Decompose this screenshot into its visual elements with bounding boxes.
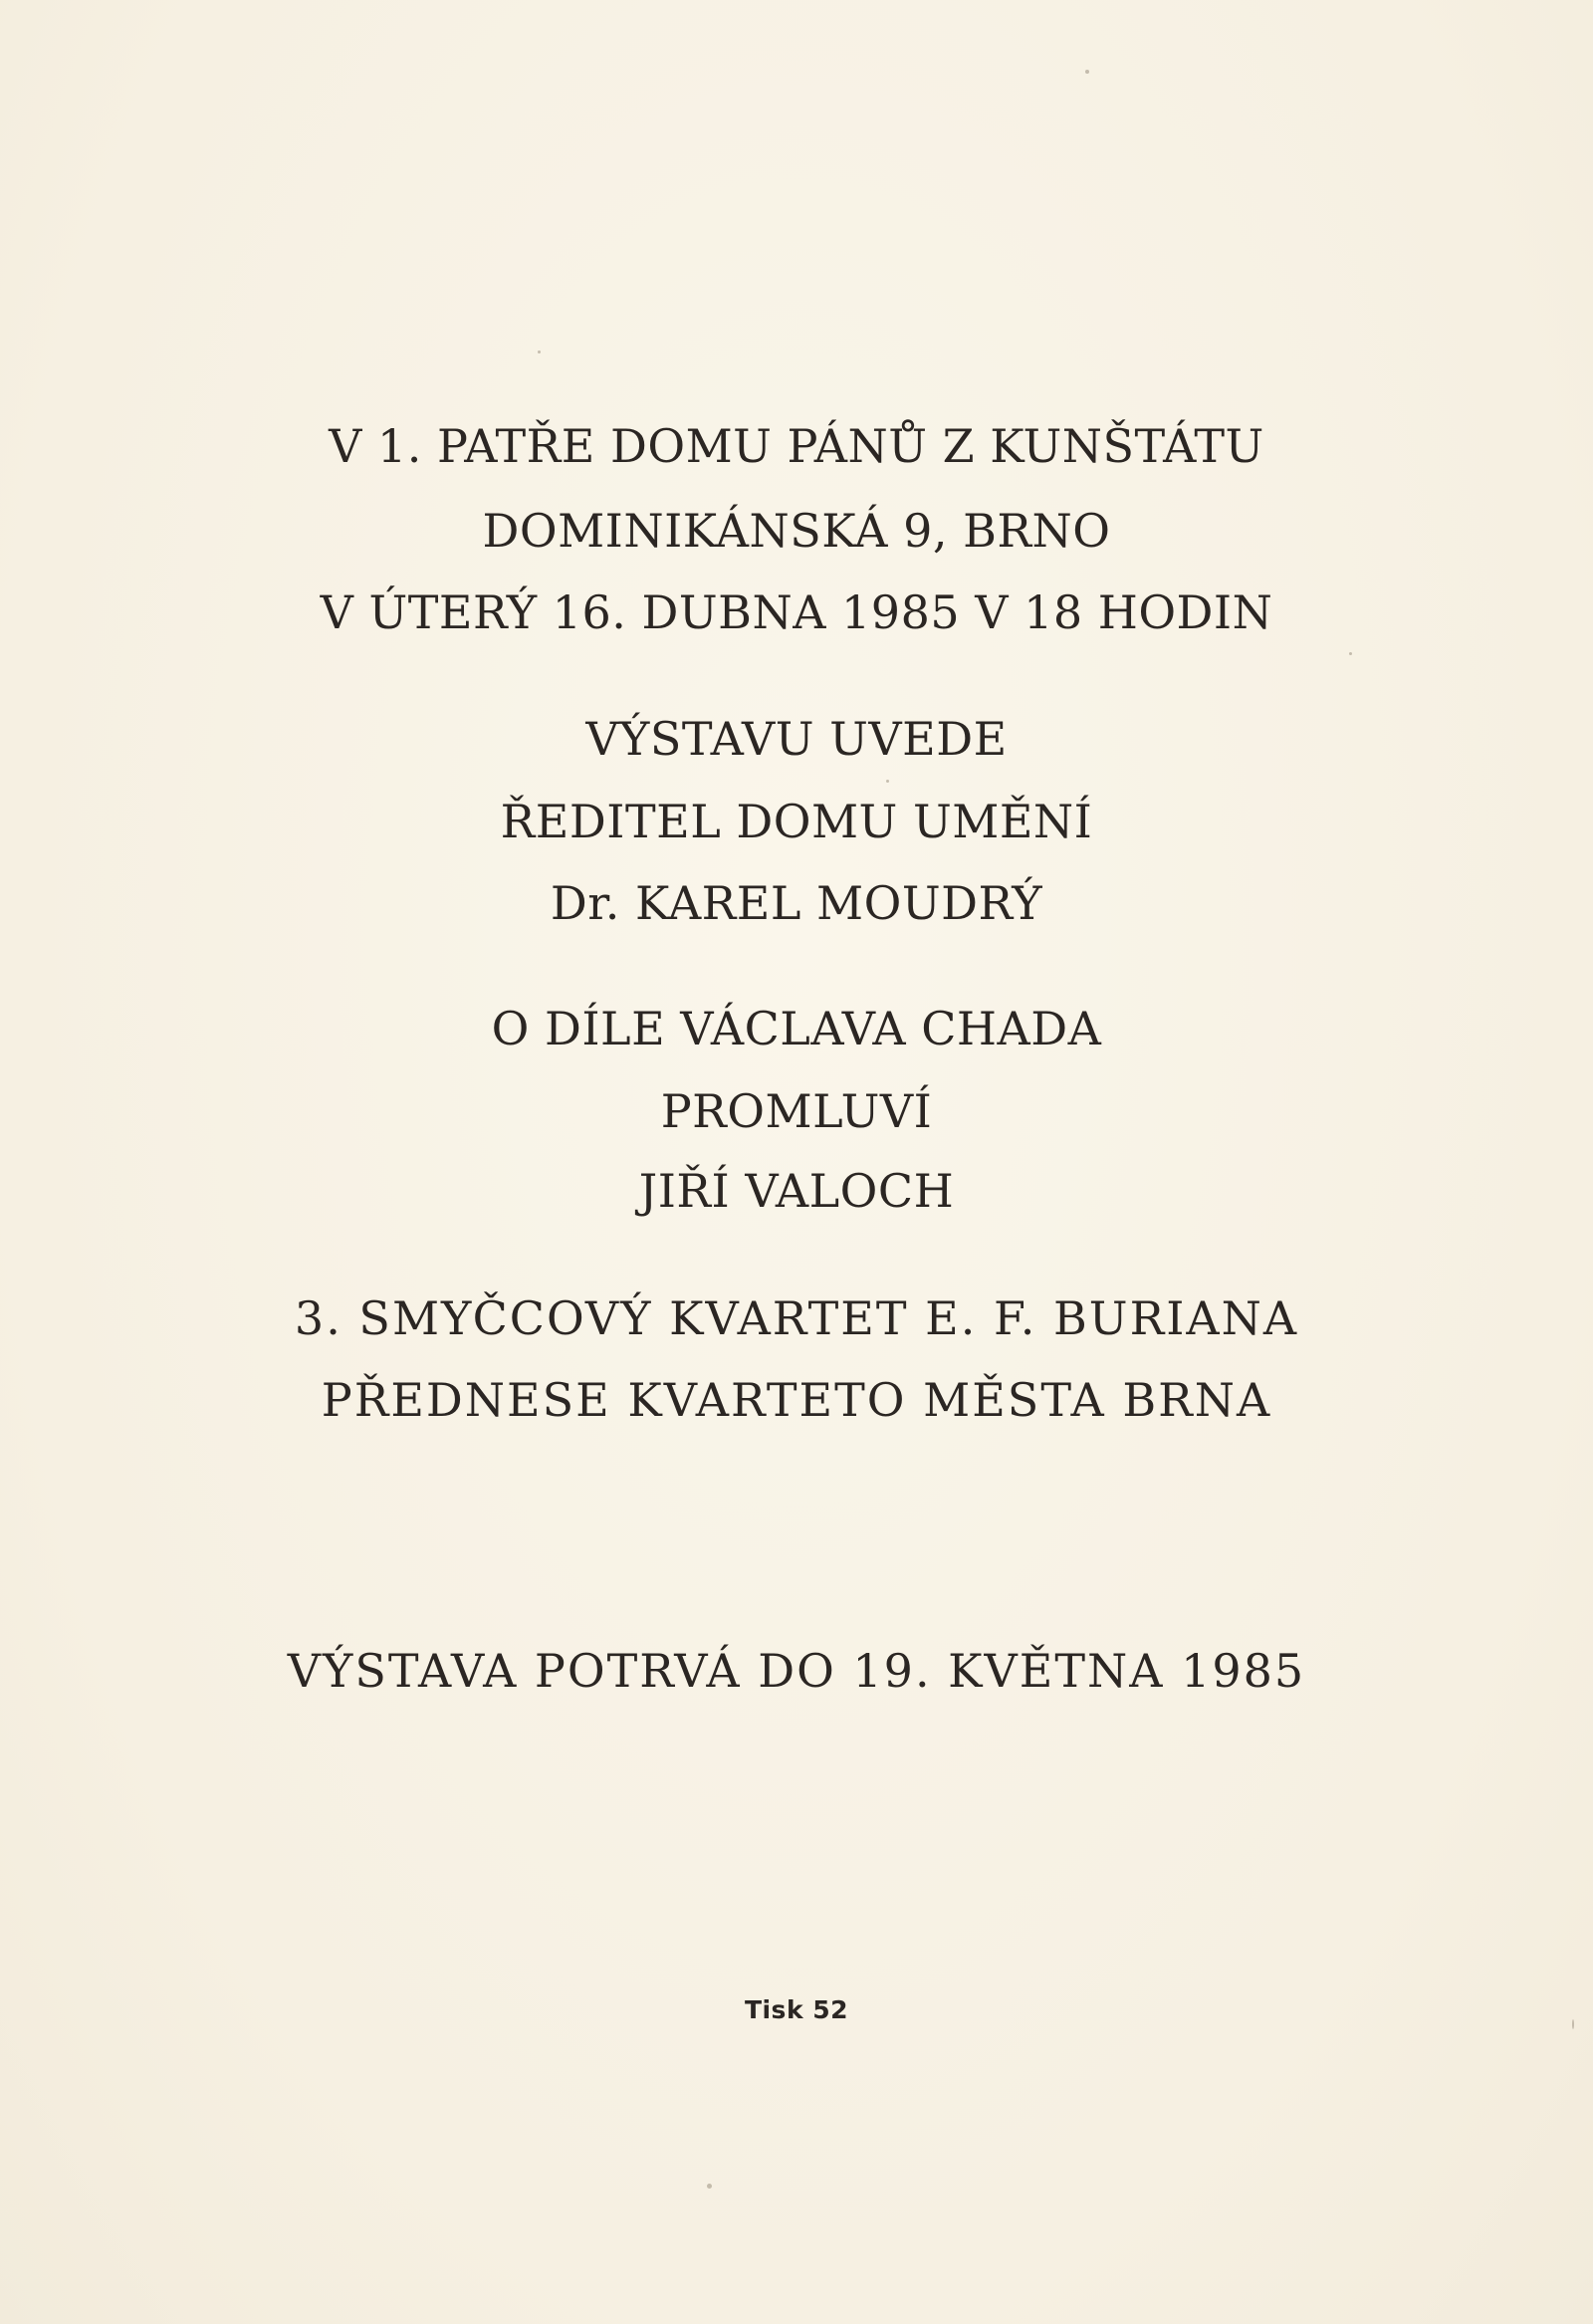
print-mark: Tisk 52 (744, 1995, 849, 2024)
speaker-verb-line: PROMLUVÍ (660, 1084, 933, 1138)
opening-role-line: ŘEDITEL DOMU UMĚNÍ (500, 795, 1093, 848)
paper-speck (707, 2184, 712, 2189)
music-piece-line: 3. SMYČCOVÝ KVARTET E. F. BURIANA (294, 1291, 1299, 1345)
speaker-name-line: JIŘÍ VALOCH (638, 1164, 955, 1218)
opening-person-line: Dr. KAREL MOUDRÝ (550, 876, 1043, 930)
paper-speck (1349, 652, 1352, 655)
music-performer-line: PŘEDNESE KVARTETO MĚSTA BRNA (321, 1373, 1272, 1427)
paper-speck (1572, 2019, 1574, 2029)
exhibition-duration-line: VÝSTAVA POTRVÁ DO 19. KVĚTNA 1985 (287, 1644, 1306, 1698)
paper-speck (1085, 70, 1089, 74)
paper-speck (538, 350, 541, 353)
opening-intro-line: VÝSTAVU UVEDE (585, 712, 1008, 766)
paper-speck (886, 780, 889, 783)
venue-address-line: DOMINIKÁNSKÁ 9, BRNO (482, 504, 1111, 558)
event-date-line: V ÚTERÝ 16. DUBNA 1985 V 18 HODIN (320, 585, 1273, 639)
venue-floor-line: V 1. PATŘE DOMU PÁNŮ Z KUNŠTÁTU (329, 419, 1264, 473)
speaker-topic-line: O DÍLE VÁCLAVA CHADA (491, 1002, 1102, 1055)
